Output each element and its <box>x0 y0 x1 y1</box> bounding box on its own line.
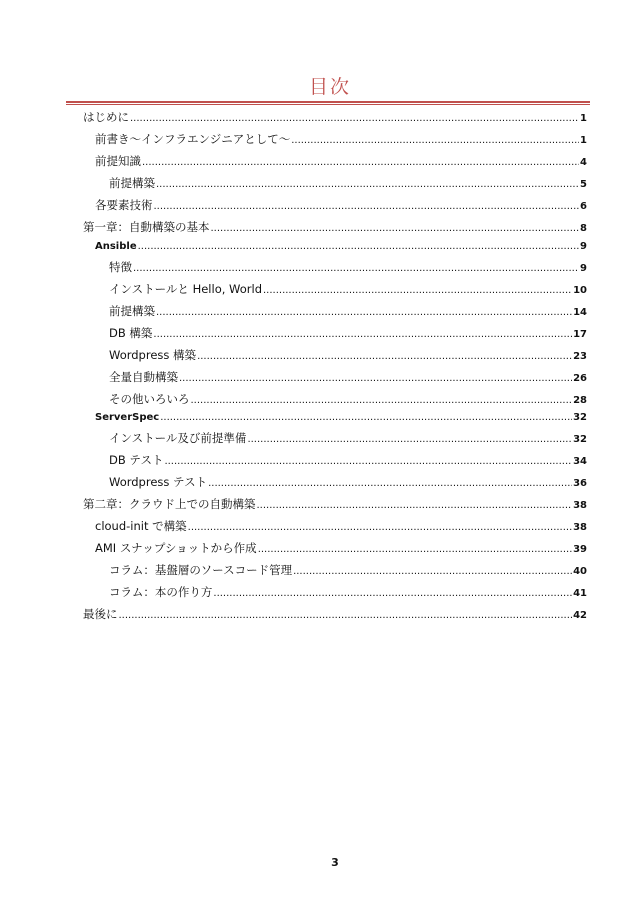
toc-entry-label: DB テスト <box>109 453 164 467</box>
toc-entry-zentei-chishiki[interactable] <box>95 153 587 169</box>
toc-entry-cloud-init[interactable] <box>95 518 587 534</box>
title-rule <box>66 101 590 103</box>
toc-entry-label: 前書き～インフラエンジニアとして～ <box>95 132 291 146</box>
toc-entry-page: 42 <box>573 610 587 621</box>
toc-entry-page: 9 <box>580 263 587 274</box>
toc-entry-label: その他いろいろ <box>109 392 190 406</box>
dot-leader <box>160 412 572 423</box>
toc-entry-tokuchou[interactable] <box>109 259 587 275</box>
toc-entry-kakuyouso[interactable] <box>95 197 587 213</box>
toc-entry-label: はじめに <box>83 110 129 124</box>
toc-entry-label: Wordpress 構築 <box>109 348 197 362</box>
toc-entry-page: 32 <box>573 434 587 445</box>
toc-entry-label: cloud-init で構築 <box>95 519 187 533</box>
toc-entry-label: コラム：本の作り方 <box>109 585 213 599</box>
toc-entry-label: インストールと Hello, World <box>109 282 262 296</box>
toc-entry-label: Ansible <box>95 241 137 252</box>
toc-entry-wordpress-test[interactable] <box>109 474 587 490</box>
toc-entry-chapter2[interactable] <box>83 496 587 512</box>
title-rule-thin <box>66 104 590 105</box>
toc-entry-page: 26 <box>573 373 587 384</box>
dot-leader <box>188 522 572 533</box>
dot-leader <box>247 434 572 445</box>
dot-leader <box>258 544 572 555</box>
toc-entry-ami-snapshot[interactable] <box>95 540 587 556</box>
toc-entry-page: 14 <box>573 307 587 318</box>
toc-entry-label: 第二章：クラウド上での自動構築 <box>83 497 256 511</box>
toc-entry-page: 5 <box>580 179 587 190</box>
dot-leader <box>156 307 572 318</box>
toc-entry-column-source[interactable] <box>109 562 587 578</box>
toc-entry-page: 38 <box>573 500 587 511</box>
toc-entry-page: 4 <box>580 157 587 168</box>
toc-entry-maegaki[interactable] <box>95 131 587 147</box>
toc-entry-label: コラム：基盤層のソースコード管理 <box>109 563 293 577</box>
toc-title: 目次 <box>308 76 351 98</box>
toc-entry-page: 40 <box>573 566 587 577</box>
toc-entry-page: 32 <box>573 412 587 423</box>
toc-entry-serverspec[interactable] <box>95 412 587 423</box>
toc-entry-page: 1 <box>580 113 587 124</box>
dot-leader <box>197 351 572 362</box>
dot-leader <box>191 395 573 406</box>
dot-leader <box>154 201 580 212</box>
dot-leader <box>291 135 579 146</box>
toc-entry-page: 41 <box>573 588 587 599</box>
toc-entry-page: 39 <box>573 544 587 555</box>
toc-entry-label: 前提構築 <box>109 304 155 318</box>
toc-entry-page: 17 <box>573 329 587 340</box>
toc-entry-saigoni[interactable] <box>83 606 587 622</box>
toc-entry-label: AMI スナップショットから作成 <box>95 541 257 555</box>
toc-entry-label: 特徴 <box>109 260 132 274</box>
dot-leader <box>211 223 580 234</box>
toc-entry-zentei-kouchiku-2[interactable] <box>109 303 587 319</box>
dot-leader <box>153 329 572 340</box>
dot-leader <box>119 610 573 621</box>
toc-entry-label: 各要素技術 <box>95 198 153 212</box>
toc-entry-label: 全量自動構築 <box>109 370 178 384</box>
toc-entry-page: 23 <box>573 351 587 362</box>
dot-leader <box>138 241 579 252</box>
toc-entry-chapter1[interactable] <box>83 219 587 235</box>
toc-entry-db-kouchiku[interactable] <box>109 325 587 341</box>
toc-entry-install-hello[interactable] <box>109 281 587 297</box>
dot-leader <box>213 588 572 599</box>
toc-entry-page: 36 <box>573 478 587 489</box>
toc-entry-label: 前提知識 <box>95 154 141 168</box>
toc-entry-zenryou[interactable] <box>109 369 587 385</box>
toc-entry-label: インストール及び前提準備 <box>109 431 247 445</box>
toc-entry-zentei-kouchiku[interactable] <box>109 175 587 191</box>
toc-entry-label: 第一章：自動構築の基本 <box>83 220 210 234</box>
toc-entry-wordpress-kouchiku[interactable] <box>109 347 587 363</box>
toc-entry-ansible[interactable] <box>95 241 587 252</box>
toc-entry-page: 10 <box>573 285 587 296</box>
toc-entry-label: 前提構築 <box>109 176 155 190</box>
dot-leader <box>263 285 572 296</box>
dot-leader <box>257 500 573 511</box>
toc-entry-page: 38 <box>573 522 587 533</box>
toc-entry-page: 1 <box>580 135 587 146</box>
dot-leader <box>133 263 579 274</box>
toc-entry-page: 34 <box>573 456 587 467</box>
dot-leader <box>142 157 579 168</box>
toc-entry-install-zentei[interactable] <box>109 430 587 446</box>
dot-leader <box>208 478 572 489</box>
dot-leader <box>293 566 572 577</box>
dot-leader <box>156 179 579 190</box>
toc-entry-page: 6 <box>580 201 587 212</box>
toc-entry-label: Wordpress テスト <box>109 475 208 489</box>
page-number: 3 <box>331 856 339 869</box>
toc-entry-sonota[interactable] <box>109 391 587 407</box>
toc-entry-db-test[interactable] <box>109 452 587 468</box>
toc-entry-page: 8 <box>580 223 587 234</box>
toc-entry-page: 9 <box>580 241 587 252</box>
dot-leader <box>164 456 572 467</box>
toc-entry-label: ServerSpec <box>95 412 160 423</box>
toc-entry-column-book[interactable] <box>109 584 587 600</box>
toc-entry-hajimeni[interactable] <box>83 109 587 125</box>
dot-leader <box>179 373 572 384</box>
toc-entry-page: 28 <box>573 395 587 406</box>
toc-entry-label: DB 構築 <box>109 326 153 340</box>
toc-entry-label: 最後に <box>83 607 118 621</box>
dot-leader <box>130 113 579 124</box>
